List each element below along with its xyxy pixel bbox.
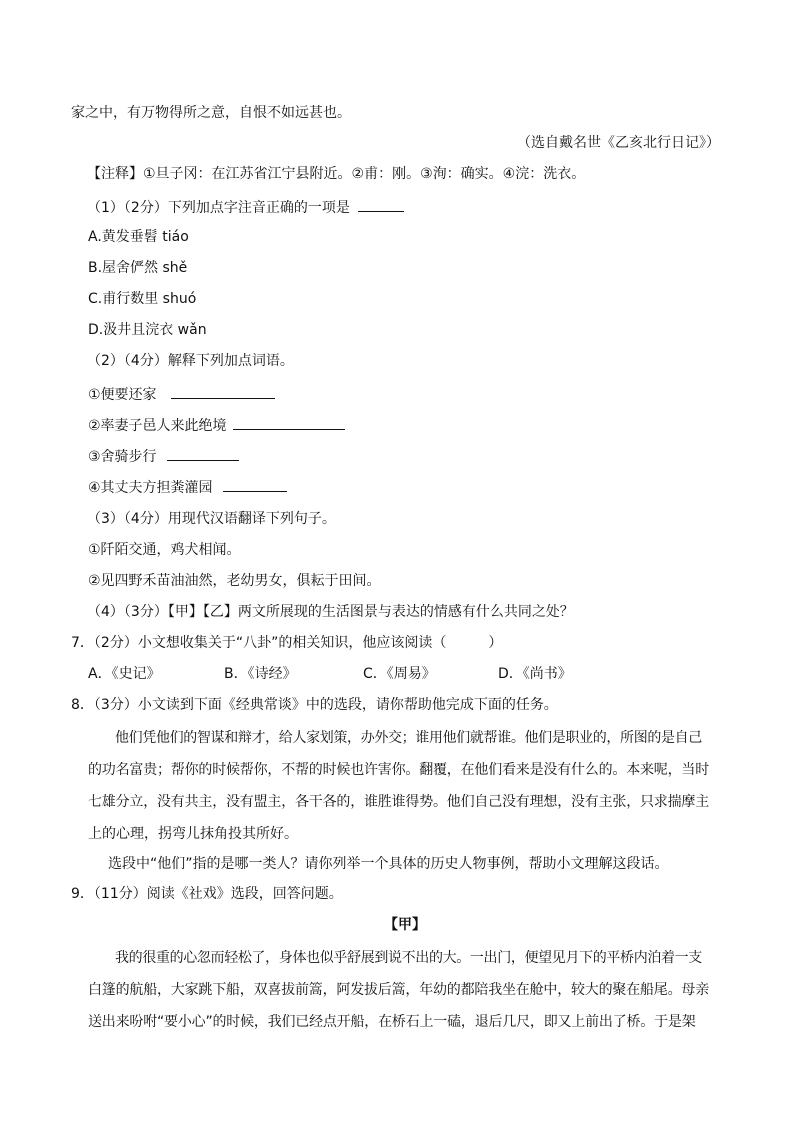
- q2-item-4-text: ④其丈夫方担粪灌园: [88, 480, 213, 496]
- q2-item-1-blank[interactable]: [171, 385, 275, 399]
- q7-option-a: A．《史记》: [88, 666, 161, 682]
- q8-task: 选段中“他们”指的是哪一类人？请你列举一个具体的历史人物事例，帮助小文理解这段话。: [108, 856, 669, 872]
- q8-passage-line-2: 的功名富贵；帮你的时候帮你，不帮的时候也许害你。翻覆，在他们看来是没有什么的。本来呢，当时: [88, 762, 709, 778]
- q7-stem-text: 7．（2分）小文想收集关于“八卦”的相关知识，他应该阅读（: [71, 635, 447, 651]
- q9-passage-line-1: 我的很重的心忽而轻松了，身体也似乎舒展到说不出的大。一出门，便望见月下的平桥内泊着一支: [115, 950, 702, 966]
- source-citation: （选自戴名世《乙亥北行日记》）: [517, 135, 720, 151]
- q2-item-2: [88, 416, 345, 435]
- q3-stem: （3）（4分）用现代汉语翻译下列句子。: [87, 511, 336, 527]
- q2-item-1: [88, 385, 275, 404]
- q3-item-1: ①阡陌交通，鸡犬相闻。: [88, 542, 241, 558]
- q4-stem: （4）（3分）【甲】【乙】两文所展现的生活图景与表达的情感有什么共同之处？: [87, 604, 574, 620]
- q9-stem: 9．（11分）阅读《社戏》选段，回答问题。: [71, 886, 343, 902]
- q1-option-c: C.甫行数里 shuó: [88, 291, 197, 307]
- q2-item-4: [88, 478, 287, 497]
- q2-item-3-blank[interactable]: [167, 447, 239, 461]
- q1-stem-text: （1）（2分）下列加点字注音正确的一项是: [87, 200, 350, 216]
- passage-tail: 家之中，有万物得所之意，自恨不如远甚也。: [71, 105, 351, 121]
- q1-answer-blank[interactable]: [358, 198, 404, 212]
- q7-option-c: C．《周易》: [363, 666, 436, 682]
- q7-stem-close: ）: [488, 635, 503, 651]
- q8-passage-line-3: 七雄分立，没有共主，没有盟主，各干各的，谁胜谁得势。他们自己没有理想，没有主张，只求揣摩主: [88, 794, 709, 810]
- q1-option-a: A.黄发垂髫 tiáo: [88, 229, 189, 245]
- q2-item-2-text: ②率妻子邑人来此绝境: [88, 418, 227, 434]
- q7-stem: [71, 634, 502, 652]
- q2-item-1-text: ①便要还家: [88, 387, 157, 403]
- q8-passage-line-1: 他们凭他们的智谋和辩才，给人家划策，办外交；谁用他们就帮谁。他们是职业的，所图的是自己: [115, 730, 702, 746]
- q9-heading: 【甲】: [384, 917, 426, 933]
- q1-stem: [87, 198, 404, 217]
- q8-passage-line-4: 上的心理，拐弯儿抹角投其所好。: [88, 826, 298, 842]
- q1-option-b: B.屋舍俨然 shě: [88, 260, 188, 276]
- q1-option-d: D.汲井且浣衣 wǎn: [88, 322, 207, 338]
- q9-passage-line-2: 白篷的航船，大家跳下船，双喜拔前篙，阿发拔后篙，年幼的都陪我坐在舱中，较大的聚在船尾。母亲: [88, 982, 709, 998]
- q2-item-3: [88, 447, 239, 466]
- q2-item-2-blank[interactable]: [233, 416, 345, 430]
- q2-item-3-text: ③舍骑步行: [88, 449, 157, 465]
- q8-stem: 8．（3分）小文读到下面《经典常谈》中的选段，请你帮助他完成下面的任务。: [71, 697, 558, 713]
- q7-option-b: B．《诗经》: [224, 666, 297, 682]
- notes: 【注释】①旦子冈：在江苏省江宁县附近。②甫：刚。③洵：确实。④浣：洗衣。: [87, 166, 586, 182]
- q2-item-4-blank[interactable]: [223, 478, 287, 492]
- q9-passage-line-3: 送出来吩咐“要小心”的时候，我们已经点开船，在桥石上一磕，退后几尺，即又上前出了桥。于是架: [88, 1014, 696, 1030]
- q2-stem: （2）（4分）解释下列加点词语。: [87, 353, 294, 369]
- q7-option-d: D．《尚书》: [498, 666, 572, 682]
- q3-item-2: ②见四野禾苗油油然，老幼男女，俱耘于田间。: [88, 573, 381, 589]
